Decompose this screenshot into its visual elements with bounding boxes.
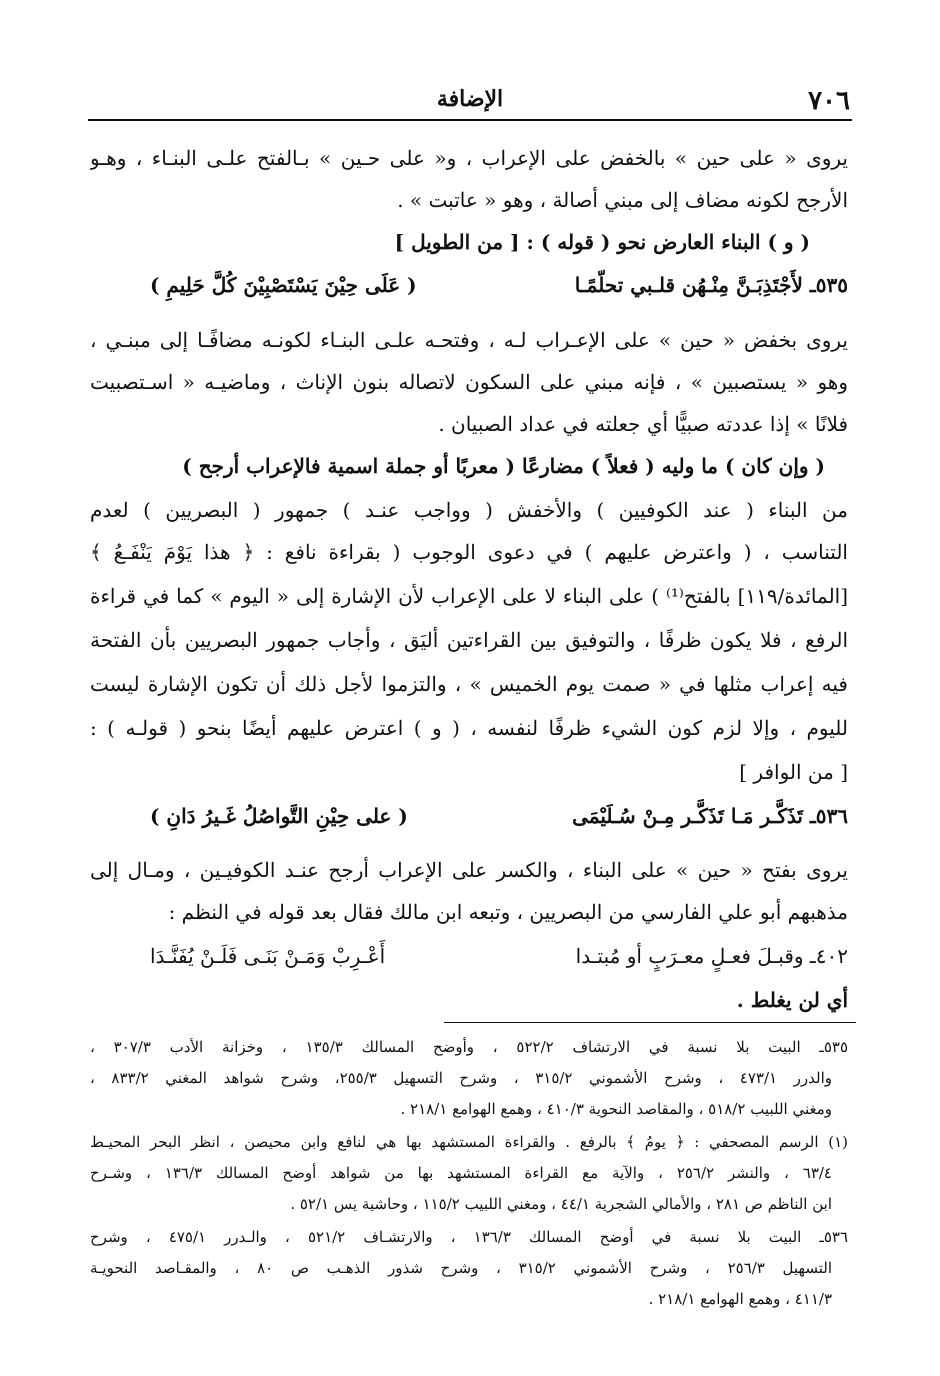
text-line: فيه إعراب مثلها في « صمت يوم الخميس » ، والتزموا لأجل ذلك أن تكون الإشارة ليست bbox=[90, 672, 848, 696]
verse-536 bbox=[90, 796, 848, 836]
footnote-line: ٥٣٦ـ البيت بلا نسبة في أوضح المسالك ١٣٦/٣ ، والارتشـاف ٥٢١/٢ ، والـدرر ٤٧٥/١ ، وشرح bbox=[90, 1228, 848, 1246]
text-line: [المائدة/١١٩] بالفتح⁽¹⁾ ) على البناء لا على الإعراب لأن الإشارة إلى « اليوم » كما في قراءة bbox=[90, 584, 848, 608]
footnote-line: (١) الرسم المصحفي : ﴿ يومُ ﴾ بالرفع . والقراءة المستشهد بها هي لنافع وابن محيصن ، انظر البحر المحيـط bbox=[90, 1133, 848, 1151]
text-line: الأرجح لكونه مضاف إلى مبني أصالة ، وهو « عاتبت » . bbox=[397, 188, 848, 212]
footnote-line: والدرر ٤٧٣/١ ، وشرح الأشموني ٣١٥/٢ ، وشرح التسهيل ٢٥٥/٣، وشرح شواهد المغني ٨٣٣/٢ ، bbox=[90, 1069, 832, 1087]
text-line: مذهبهم أبو علي الفارسي من البصريين ، وتبعه ابن مالك فقال بعد قوله في النظم : bbox=[168, 900, 848, 924]
footnote-line: ابن الناظم ص ٢٨١ ، والأمالي الشجرية ٤٤/١ ، ومغني اللبيب ١١٥/٢ ، وحاشية يس ٥٢/١ . bbox=[290, 1195, 832, 1213]
text-line: يروى « على حين » بالخفض على الإعراب ، و« على حـين » بـالفتح علـى البنـاء ، وهـو bbox=[90, 146, 848, 170]
verse-402 bbox=[90, 936, 848, 976]
text-line: الرفع ، فلا يكون ظرفًا ، والتوفيق بين القراءتين أليَق ، وأجاب جمهور البصريين بأن الفتحة bbox=[90, 628, 848, 652]
text-line: يروى بخفض « حين » على الإعـراب لـه ، وفتحـه علـى البنـاء لكونـه مضافًـا إلى مبنـي ، bbox=[90, 328, 848, 352]
text-line: لليوم ، وإلا لزم كون الشيء ظرفًا لنفسه ، ( و ) اعترض عليهم أيضًا بنحو ( قولـه ) : bbox=[90, 716, 848, 740]
verse-first-half: ٤٠٢ـ وقبـلَ فعـلٍ معـرَبٍ أو مُبتـدا bbox=[575, 944, 848, 968]
text-line: [ من الوافر ] bbox=[739, 760, 848, 784]
verse-second-half: ( على حِيْنِ التَّواصُلُ غَـيرُ دَانِ ) bbox=[150, 804, 408, 828]
footnote-line: ٥٣٥ـ البيت بلا نسبة في الارتشاف ٥٢٢/٢ ، وأوضح المسالك ١٣٥/٣ ، وخزانة الأدب ٣٠٧/٣ ، bbox=[90, 1038, 848, 1056]
footnote-line: ٦٣/٤ ، والنشر ٢٥٦/٢ ، والآية مع القراءة المستشهد بها من شواهد أوضح المسالك ١٣٦/٣ ، وشـرح bbox=[90, 1164, 832, 1182]
verse-second-half: ( عَلَى حِيْنَ يَسْتَصْبِيْنَ كُلَّ حَلِيمِ ) bbox=[150, 273, 417, 297]
footnote-line: التسهيل ٢٥٦/٣ ، وشرح الأشموني ٣١٥/٢ ، وشرح شذور الذهـب ص ٨٠ ، والمقـاصد النحويـة bbox=[90, 1259, 832, 1277]
text-line: من البناء ( عند الكوفيين ) والأخفش ( وواجب عنـد ) جمهور ( البصريين ) لعدم bbox=[90, 498, 848, 522]
page-number: ٧٠٦ bbox=[808, 86, 850, 116]
verse-535 bbox=[90, 265, 848, 305]
footnote-line: ٤١١/٣ ، وهمع الهوامع ٢١٨/١ . bbox=[648, 1290, 832, 1308]
text-line: أي لن يغلط . bbox=[736, 988, 848, 1012]
text-line: التناسب ، ( واعترض عليهم ) في دعوى الوجوب ( بقراءة نافع : ﴿ هذا يَوْمَ يَنْفَـعُ ﴾ bbox=[90, 540, 848, 564]
text-line: ( وإن كان ) ما وليه ( فعلاً ) مضارعًا ( معربًا أو جملة اسمية فالإعراب أرجح ) bbox=[182, 454, 825, 478]
footnote-line: ومغني اللبيب ٥١٨/٢ ، والمقاصد النحوية ٤١٠/٣ ، وهمع الهوامع ٢١٨/١ . bbox=[400, 1100, 832, 1118]
text-line: وهو « يستصبين » ، فإنه مبني على السكون لاتصاله بنون الإناث ، وماضيـه « اسـتصبيت bbox=[90, 370, 848, 394]
chapter-title: الإضافة bbox=[436, 86, 504, 112]
header-rule bbox=[88, 119, 852, 121]
text-line: ( و ) البناء العارض نحو ( قوله ) : [ من الطويل ] bbox=[394, 230, 810, 254]
verse-second-half: أَعْـرِبْ وَمَـنْ بَنَـى فَلَـنْ يُفَنَّـدَا bbox=[150, 944, 386, 968]
verse-first-half: ٥٣٥ـ لأَجْتَذِبَـنَّ مِنْـهُن قلـبي تحلّمًـا bbox=[574, 273, 848, 297]
text-line: يروى بفتح « حين » على البناء ، والكسر على الإعراب أرجح عنـد الكوفيـين ، ومـال إلى bbox=[90, 858, 848, 882]
page-header bbox=[90, 86, 850, 116]
verse-first-half: ٥٣٦ـ تَذَكَّـر مَـا تَذَكَّـر مِـنْ سُـلَيْمَى bbox=[572, 804, 848, 828]
footnote-separator bbox=[444, 1022, 856, 1023]
text-line: فلانًا » إذا عددته صبيًّا أي جعلته في عداد الصبيان . bbox=[438, 412, 848, 436]
